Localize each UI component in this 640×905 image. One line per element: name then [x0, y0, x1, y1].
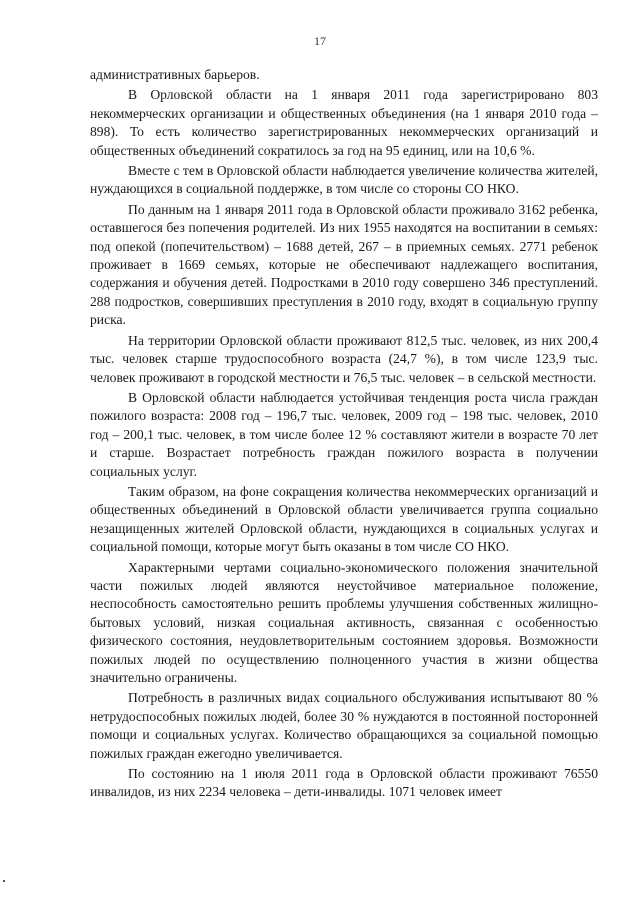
paragraph-truncated: По состоянию на 1 июля 2011 года в Орловской области проживают 76550 инвалидов, из них 2234 человека – дети-инвалиды. 1071 человек имеет	[90, 766, 598, 800]
paragraph: По данным на 1 января 2011 года в Орловской области проживало 3162 ребенка, оставшегося без попечения родителей. Из них 1955 находятся на воспитании в семьях: под опекой (попечительством) – 1688 детей, 267 – в приемных семьях. 2771 ребенок проживает в 1669 семьях, которые не обеспечивают надлежащего воспитания, содержания и обучения детей. Подростками в 2010 году совершено 346 преступлений. 288 подростков, совершивших преступления в 2010 году, входят в социальную группу риска.	[90, 201, 598, 328]
body-text	[90, 66, 598, 802]
paragraph: Вместе с тем в Орловской области наблюдается увеличение количества жителей, нуждающихся в социальной поддержке, в том числе со стороны СО НКО.	[90, 163, 598, 197]
paragraph: Характерными чертами социально-экономического положения значительной части пожилых людей являются неустойчивое материальное положение, неспособность самостоятельно решить проблемы улучшения собственных жилищно-бытовых условий, низкая социальная активность, связанная с особенностью физического состояния, неудовлетворительным состоянием здоровья. Возможности пожилых людей по осуществлению полноценного участия в жизни общества значительно ограничены.	[90, 559, 598, 685]
page-number: 17	[314, 34, 326, 48]
paragraph: В Орловской области наблюдается устойчивая тенденция роста числа граждан пожилого возраста: 2008 год – 196,7 тыс. человек, 2009 год – 198 тыс. человек, 2010 год – 200,1 тыс. человек, в том числе более 12 % составляют жители в возрасте 70 лет и старше. Возрастает потребность граждан пожилого возраста в получении социальных услуг.	[90, 389, 598, 479]
paragraph-continuation: административных барьеров.	[90, 67, 260, 82]
paragraph: Таким образом, на фоне сокращения количества некоммерческих организаций и общественных объединений в Орловской области увеличивается группа социально незащищенных жителей Орловской области, нуждающихся в социальных услугах и социальной помощи, которые могут быть оказаны в том числе СО НКО.	[90, 483, 598, 555]
paragraph: На территории Орловской области проживают 812,5 тыс. человек, из них 200,4 тыс. человек старше трудоспособного возраста (24,7 %), в том числе 123,9 тыс. человек проживают в городской местности и 76,5 тыс. человек – в сельской местности.	[90, 332, 598, 385]
paragraph: В Орловской области на 1 января 2011 года зарегистрировано 803 некоммерческих организации и общественных объединения (на 1 января 2010 года – 898). То есть количество зарегистрированных некоммерческих организаций и общественных объединений сократилось за год на 95 единиц, или на 10,6 %.	[90, 87, 598, 158]
paragraph: Потребность в различных видах социального обслуживания испытывают 80 % нетрудоспособных пожилых людей, более 30 % нуждаются в постоянной посторонней помощи и социальных услугах. Количество обращающихся за социальной помощью пожилых граждан ежегодно увеличивается.	[90, 690, 598, 761]
scan-artifact	[3, 880, 5, 882]
